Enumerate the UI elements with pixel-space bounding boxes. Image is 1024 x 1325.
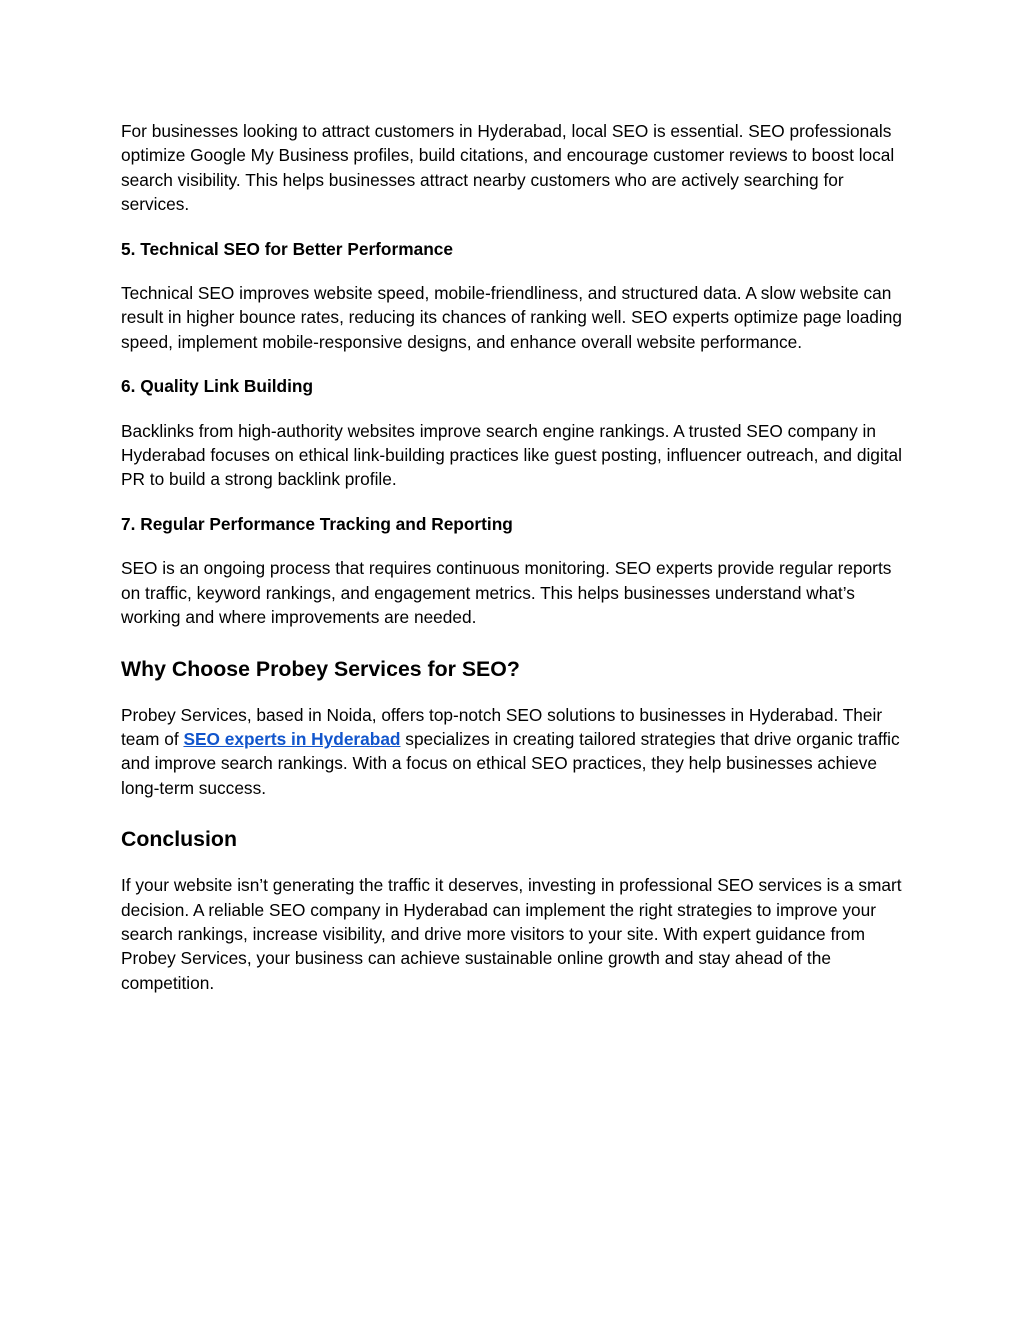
link-building-heading: 6. Quality Link Building xyxy=(121,376,314,397)
link-building-paragraph: Backlinks from high-authority websites improve search engine rankings. A trusted SEO company in Hyderabad focuses on ethical link-building practices like guest posting, influencer outreach, and digital PR to build a strong backlink profile. xyxy=(121,420,902,490)
why-choose-paragraph xyxy=(121,703,911,801)
document-page xyxy=(121,119,911,995)
why-choose-heading: Why Choose Probey Services for SEO? xyxy=(121,656,520,681)
why-choose-text-after-link: specializes in creating tailored strategies that drive organic traffic and improve search rankings. With a focus on ethical SEO practices, they help businesses achieve long-term success. xyxy=(121,728,900,798)
technical-seo-paragraph: Technical SEO improves website speed, mobile-friendliness, and structured data. A slow website can result in higher bounce rates, reducing its chances of ranking well. SEO experts optimize page loading speed, implement mobile-responsive designs, and enhance overall website performance. xyxy=(121,283,902,352)
why-choose-text-before-link: Probey Services, based in Noida, offers top-notch SEO solutions to businesses in Hyderabad. Their team of xyxy=(121,704,883,749)
intro-paragraph: For businesses looking to attract customers in Hyderabad, local SEO is essential. SEO professionals optimize Google My Business profiles, build citations, and encourage customer reviews to boost local search visibility. This helps businesses attract nearby customers who are actively searching for services. xyxy=(121,121,895,215)
conclusion-paragraph: If your website isn’t generating the traffic it deserves, investing in professional SEO services is a smart decision. A reliable SEO company in Hyderabad can implement the right strategies to improve your search rankings, increase visibility, and drive more visitors to your site. With expert guidance from Probey Services, your business can achieve sustainable online growth and stay ahead of the competition. xyxy=(121,875,902,993)
conclusion-heading: Conclusion xyxy=(121,827,237,852)
seo-experts-hyderabad-link[interactable]: SEO experts in Hyderabad xyxy=(183,728,401,749)
technical-seo-heading: 5. Technical SEO for Better Performance xyxy=(121,238,453,259)
performance-tracking-heading: 7. Regular Performance Tracking and Reporting xyxy=(121,513,513,534)
performance-tracking-paragraph: SEO is an ongoing process that requires continuous monitoring. SEO experts provide regular reports on traffic, keyword rankings, and engagement metrics. This helps businesses understand what’s working and where improvements are needed. xyxy=(121,558,892,628)
